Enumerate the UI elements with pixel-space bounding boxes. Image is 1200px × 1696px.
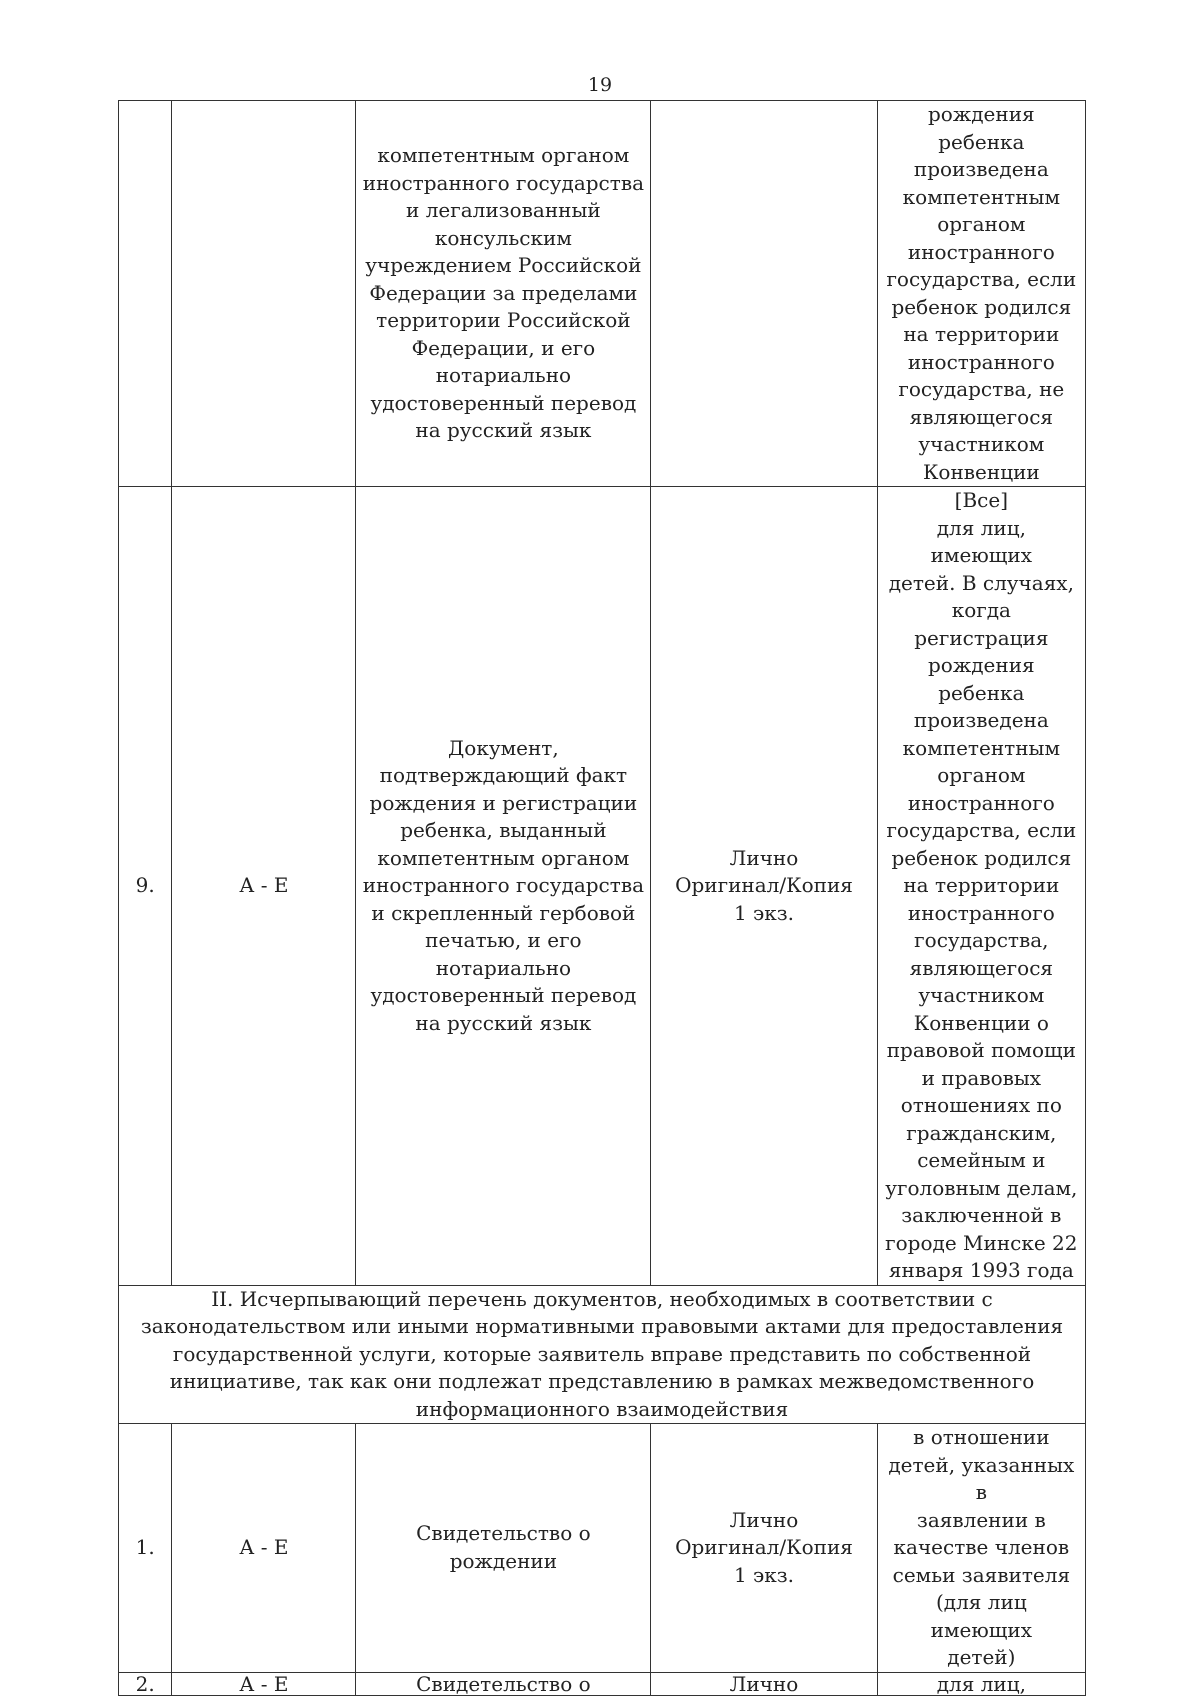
note-text: [Все] для лиц, имеющих детей. В случаях, когда регистрация рождения ребенка произведена компетентным органом иностранного государства, если ребенок родился на территории иностранного государства, являющегося участником Конвенции о правовой помощи и правовых отношениях по гражданским, семейным и уголовным делам, заключенной в городе Минске 22 января 1993 года [885, 488, 1078, 1282]
document-cell [356, 101, 651, 487]
table-row [119, 1424, 1086, 1673]
row-number-cell: 9. [119, 487, 172, 1286]
category-cell [172, 101, 356, 487]
document-cell [356, 487, 651, 1286]
document-text: Документ, подтверждающий факт рождения и регистрации ребенка, выданный компетентным органом иностранного государства и скрепленный гербовой печатью, и его нотариально удостоверенный перевод на русский язык [362, 735, 644, 1035]
document-cell [356, 1424, 651, 1673]
document-cell: Свидетельство о [356, 1672, 651, 1695]
table-row [119, 487, 1086, 1286]
form-cell: Лично [651, 1672, 877, 1695]
form-text: Лично Оригинал/Копия 1 экз. [675, 845, 853, 925]
form-cell [651, 101, 877, 487]
category-cell: А - Е [172, 1672, 356, 1695]
category-cell: А - Е [172, 1424, 356, 1673]
page-number: 19 [587, 74, 613, 96]
form-cell [651, 487, 877, 1286]
row-number-cell: 2. [119, 1672, 172, 1695]
row-number-cell [119, 101, 172, 487]
section-header-row [119, 1285, 1086, 1424]
form-cell [651, 1424, 877, 1673]
section-heading: II. Исчерпывающий перечень документов, необходимых в соответствии с законодательством или иными нормативными правовыми актами для предоставления государственной услуги, которые заявитель вправе представить по собственной инициативе, так как они подлежат представлению в рамках межведомственного информационного взаимодействия [119, 1285, 1086, 1424]
form-text: Лично Оригинал/Копия 1 экз. [675, 1507, 853, 1587]
document-text: компетентным органом иностранного государства и легализованный консульским учреждением Российской Федерации за пределами территории Российской Федерации, и его нотариально удостоверенный перевод на русский язык [362, 143, 644, 443]
documents-table [118, 100, 1086, 1696]
row-number-cell: 1. [119, 1424, 172, 1673]
note-cell [877, 1424, 1085, 1673]
document-text: Свидетельство о рождении [416, 1521, 591, 1573]
note-cell [877, 487, 1085, 1286]
note-text: рождения ребенка произведена компетентным органом иностранного государства, если ребенок родился на территории иностранного государства, не являющегося участником Конвенции [886, 102, 1077, 484]
category-cell: А - Е [172, 487, 356, 1286]
table-row [119, 1672, 1086, 1695]
table-row [119, 101, 1086, 487]
note-cell [877, 101, 1085, 487]
note-cell: для лиц, [877, 1672, 1085, 1695]
note-text: в отношении детей, указанных в заявлении в качестве членов семьи заявителя (для лиц имеющих детей) [888, 1425, 1075, 1669]
